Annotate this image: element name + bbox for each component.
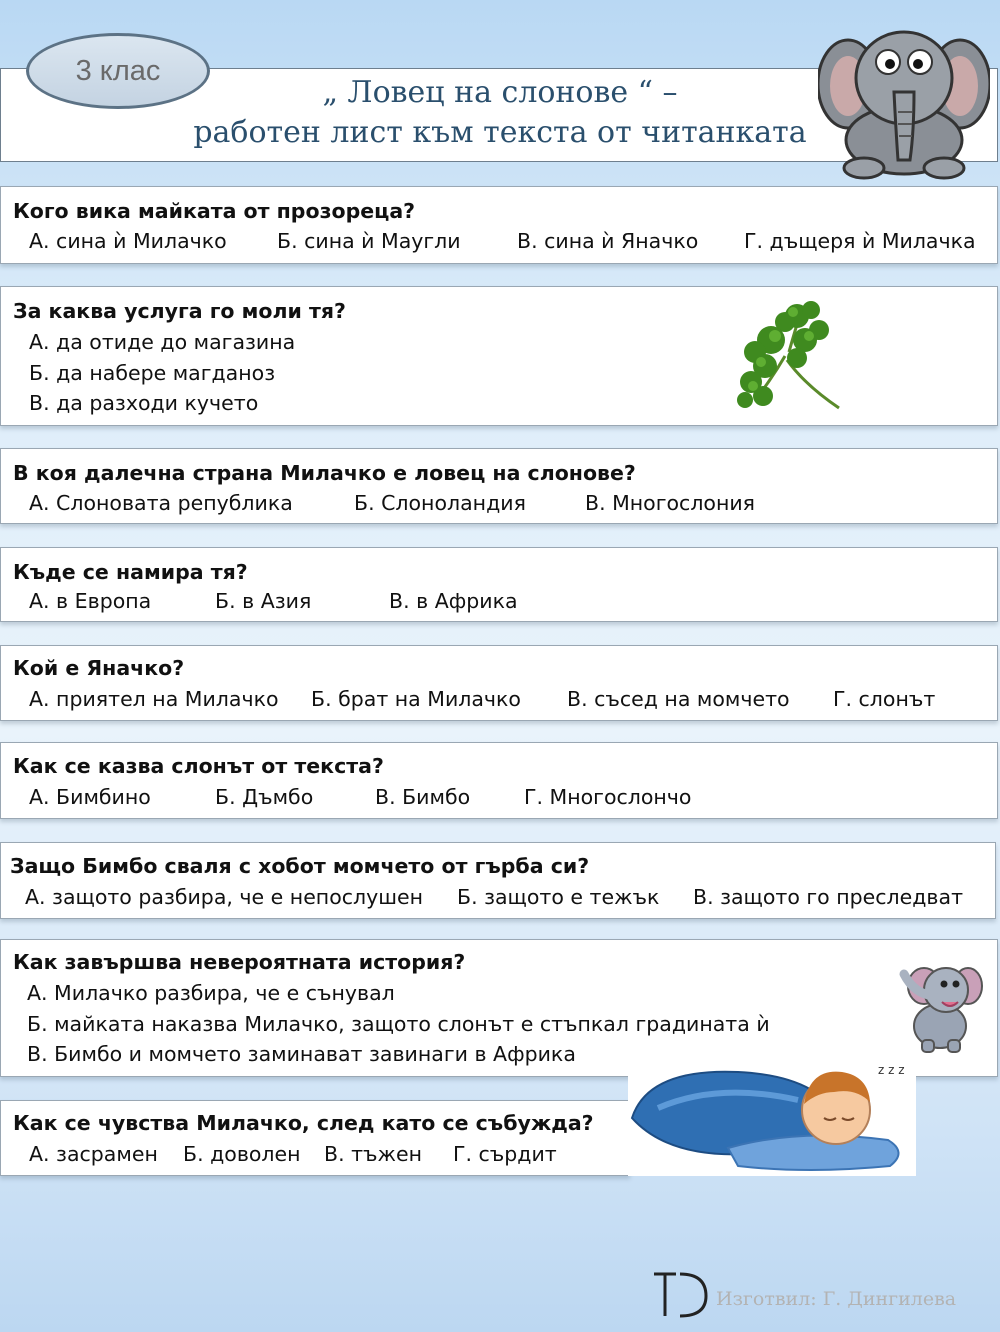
parsley-illustration [735, 300, 847, 415]
question-card-4 [0, 547, 998, 622]
answer-option[interactable]: Б. майката наказва Милачко, защото слонът е стъпкал градината ѝ [27, 1012, 770, 1036]
question-text: Как завършва невероятната история? [13, 950, 466, 974]
question-card-9 [0, 1100, 630, 1176]
answer-option[interactable]: Б. в Азия [215, 589, 312, 613]
question-card-5 [0, 645, 998, 721]
author-credit: Изготвил: Г. Дингилева [716, 1288, 957, 1310]
question-text: Защо Бимбо сваля с хобот момчето от гърба си? [10, 854, 590, 878]
answer-option[interactable]: В. сина ѝ Яначко [517, 229, 699, 253]
page-title-line-2: работен лист към текста от читанката [193, 115, 807, 150]
question-text: За каква услуга го моли тя? [13, 299, 346, 323]
question-card-1 [0, 186, 998, 264]
answer-option[interactable]: Г. дъщеря ѝ Милачка [744, 229, 976, 253]
question-text: В коя далечна страна Милачко е ловец на слонове? [13, 461, 636, 485]
answer-option[interactable]: А. Бимбино [29, 785, 151, 809]
answer-option[interactable]: В. тъжен [324, 1142, 423, 1166]
question-text: Къде се намира тя? [13, 560, 248, 584]
small-elephant-illustration [894, 956, 984, 1054]
answer-option[interactable]: А. засрамен [29, 1142, 158, 1166]
question-card-3 [0, 448, 998, 524]
answer-option[interactable]: А. приятел на Милачко [29, 687, 279, 711]
answer-option[interactable]: В. в Африка [389, 589, 518, 613]
svg-text:z z z: z z z [878, 1063, 905, 1077]
answer-option[interactable]: В. Бимбо и момчето заминават завинаги в Африка [27, 1042, 576, 1066]
question-text: Как се чувства Милачко, след като се събужда? [13, 1111, 594, 1135]
answer-option[interactable]: А. защото разбира, че е непослушен [25, 885, 424, 909]
answer-option[interactable]: Б. сина ѝ Маугли [277, 229, 461, 253]
answer-option[interactable]: В. Бимбо [375, 785, 471, 809]
answer-option[interactable]: Б. защото е тежък [457, 885, 660, 909]
answer-option[interactable]: Г. сърдит [453, 1142, 557, 1166]
answer-option[interactable]: А. Милачко разбира, че е сънувал [27, 981, 395, 1005]
answer-option[interactable]: Г. Многослончо [524, 785, 692, 809]
answer-option[interactable]: А. сина ѝ Милачко [29, 229, 227, 253]
question-text: Кой е Яначко? [13, 656, 185, 680]
sleeping-boy-illustration [628, 1048, 916, 1176]
answer-option[interactable]: А. да отиде до магазина [29, 330, 296, 354]
elephant-illustration [818, 22, 990, 180]
author-logo-icon [650, 1270, 710, 1320]
question-card-7 [0, 842, 996, 919]
answer-option[interactable]: А. Слоновата република [29, 491, 293, 515]
question-card-2 [0, 286, 998, 426]
question-card-6 [0, 742, 998, 819]
answer-option[interactable]: В. защото го преследват [693, 885, 964, 909]
answer-option[interactable]: Б. брат на Милачко [311, 687, 521, 711]
question-text: Кого вика майката от прозореца? [13, 199, 416, 223]
answer-option[interactable]: Б. да набере магданоз [29, 361, 276, 385]
answer-option[interactable]: Г. слонът [833, 687, 936, 711]
answer-option[interactable]: В. Многослония [585, 491, 756, 515]
answer-option[interactable]: Б. Слоноландия [354, 491, 526, 515]
answer-option[interactable]: В. да разходи кучето [29, 391, 259, 415]
question-text: Как се казва слонът от текста? [13, 754, 384, 778]
answer-option[interactable]: А. в Европа [29, 589, 152, 613]
answer-option[interactable]: Б. доволен [183, 1142, 301, 1166]
answer-option[interactable]: В. съсед на момчето [567, 687, 790, 711]
grade-badge: 3 клас [26, 33, 210, 109]
page-title-line-1: „ Ловец на слонове “ – [322, 75, 678, 110]
answer-option[interactable]: Б. Дъмбо [215, 785, 314, 809]
